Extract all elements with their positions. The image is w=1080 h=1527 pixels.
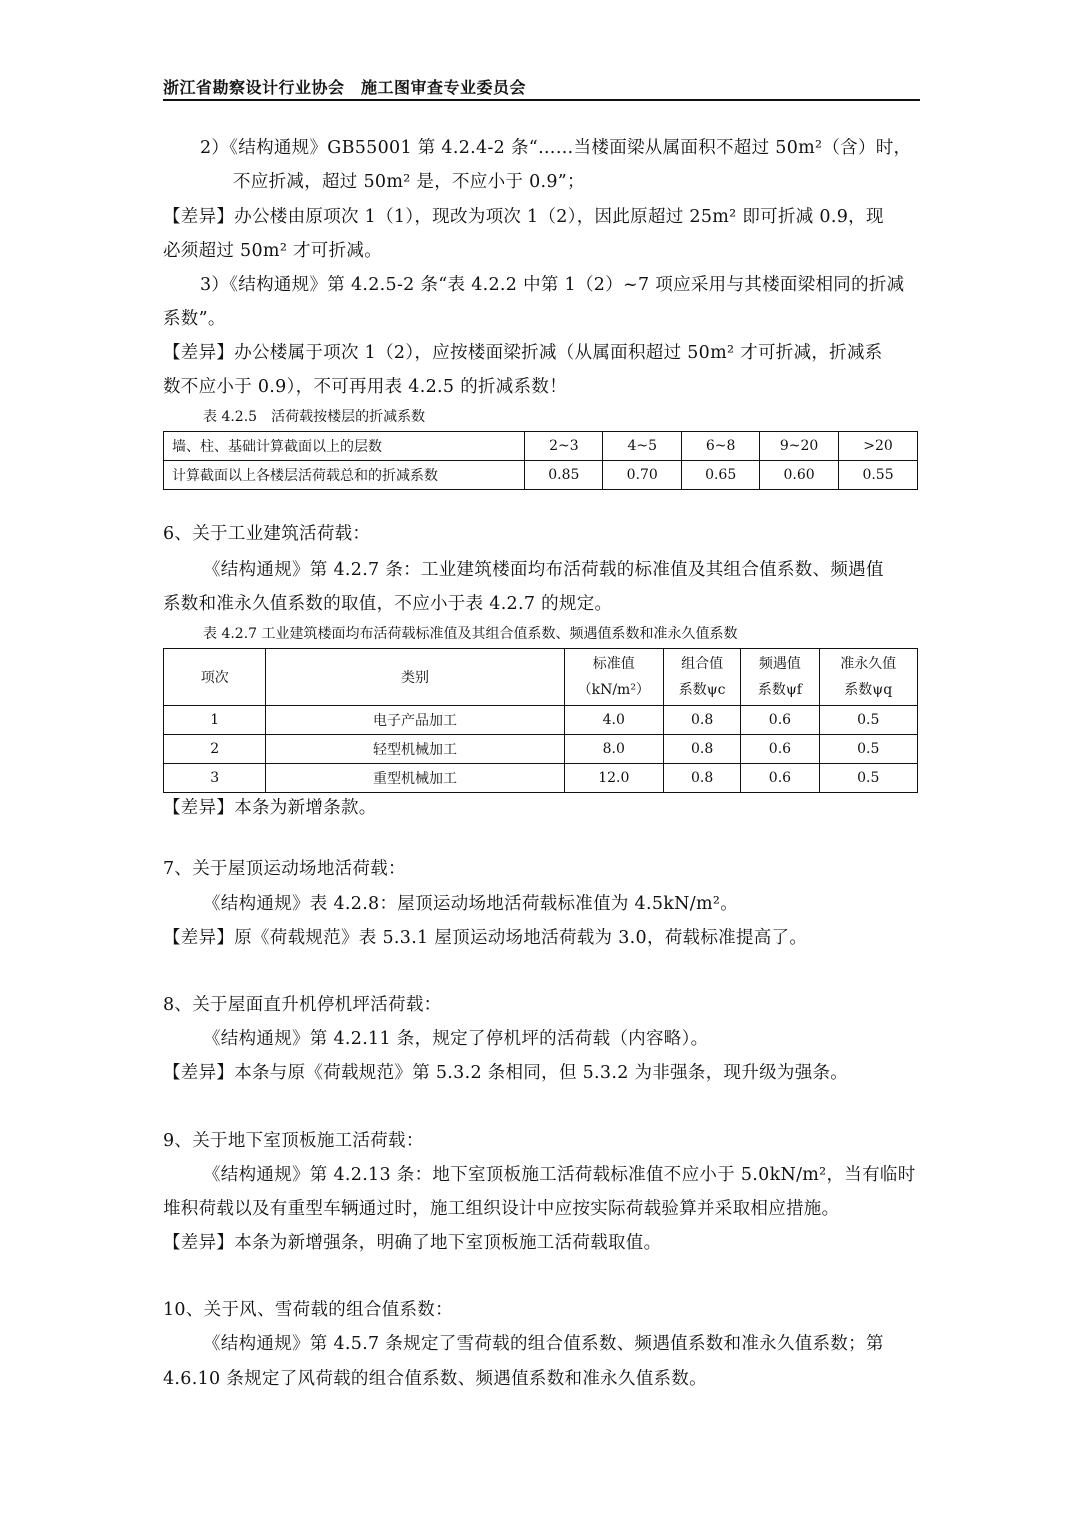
cell-type: 电子产品加工 bbox=[266, 706, 564, 735]
cell-std: 12.0 bbox=[564, 764, 663, 793]
cell-type: 轻型机械加工 bbox=[266, 735, 564, 764]
section6-text-line1: 《结构通规》第 4.2.7 条：工业建筑楼面均布活荷载的标准值及其组合值系数、频遇值 bbox=[203, 560, 884, 580]
table425-cell: 9~20 bbox=[760, 432, 839, 461]
table425-caption: 表 4.2.5 活荷载按楼层的折减系数 bbox=[203, 409, 426, 425]
section7-text: 《结构通规》表 4.2.8：屋顶运动场地活荷载标准值为 4.5kN/m²。 bbox=[203, 894, 739, 914]
item2-line1: 2）《结构通规》GB55001 第 4.2.4-2 条“……当楼面梁从属面积不超过 50m²（含）时， bbox=[200, 138, 912, 158]
section6-title: 6、关于工业建筑活荷载： bbox=[163, 524, 371, 544]
table425-cell: 0.70 bbox=[603, 461, 682, 490]
cell-psi-q: 0.5 bbox=[819, 764, 917, 793]
cell-psi-c: 0.8 bbox=[663, 735, 740, 764]
col-header-psi-f-b: 系数ψf bbox=[757, 682, 802, 698]
cell-psi-c: 0.8 bbox=[663, 764, 740, 793]
cell-psi-q: 0.5 bbox=[819, 706, 917, 735]
section8-title: 8、关于屋面直升机停机坪活荷载： bbox=[163, 995, 442, 1015]
diff2-line1: 【差异】办公楼属于项次 1（2），应按楼面梁折减（从属面积超过 50m² 才可折减，折减系 bbox=[163, 343, 883, 363]
header-rule bbox=[163, 99, 920, 101]
cell-std: 8.0 bbox=[564, 735, 663, 764]
table-row bbox=[164, 706, 918, 735]
cell-psi-f: 0.6 bbox=[741, 706, 819, 735]
table-row bbox=[164, 461, 918, 490]
section9-diff: 【差异】本条为新增强条，明确了地下室顶板施工活荷载取值。 bbox=[163, 1233, 662, 1253]
col-header-psi-f-a: 频遇值 bbox=[758, 656, 801, 672]
section8-text: 《结构通规》第 4.2.11 条，规定了停机坪的活荷载（内容略）。 bbox=[203, 1029, 709, 1049]
table425-cell: >20 bbox=[839, 432, 918, 461]
cell-psi-f: 0.6 bbox=[741, 735, 819, 764]
section9-text-line1: 《结构通规》第 4.2.13 条：地下室顶板施工活荷载标准值不应小于 5.0kN/m²，当有临时 bbox=[203, 1165, 916, 1185]
cell-std: 4.0 bbox=[564, 706, 663, 735]
col-header-no: 项次 bbox=[164, 649, 266, 706]
col-header-psi-q-a: 准永久值 bbox=[840, 656, 897, 672]
section7-diff: 【差异】原《荷载规范》表 5.3.1 屋顶运动场地活荷载为 3.0，荷载标准提高了。 bbox=[163, 928, 808, 948]
cell-no: 2 bbox=[164, 735, 266, 764]
section10-text-line2: 4.6.10 条规定了风荷载的组合值系数、频遇值系数和准永久值系数。 bbox=[163, 1369, 707, 1389]
cell-psi-c: 0.8 bbox=[663, 706, 740, 735]
section7-title: 7、关于屋顶运动场地活荷载： bbox=[163, 859, 406, 879]
section6-text-line2: 系数和准永久值系数的取值，不应小于表 4.2.7 的规定。 bbox=[163, 594, 613, 614]
section8-diff: 【差异】本条与原《荷载规范》第 5.3.2 条相同，但 5.3.2 为非强条，现升级为强条。 bbox=[163, 1063, 849, 1083]
table-row bbox=[164, 764, 918, 793]
item3-line1: 3）《结构通规》第 4.2.5-2 条“表 4.2.2 中第 1（2）~7 项应采用与其楼面梁相同的折减 bbox=[200, 275, 905, 295]
cell-psi-f: 0.6 bbox=[741, 764, 819, 793]
diff1-line2: 必须超过 50m² 才可折减。 bbox=[163, 241, 383, 261]
cell-type: 重型机械加工 bbox=[266, 764, 564, 793]
cell-no: 3 bbox=[164, 764, 266, 793]
col-header-std-b: （kN/m²） bbox=[577, 682, 650, 698]
page-header: 浙江省勘察设计行业协会 施工图审查专业委员会 bbox=[163, 78, 527, 97]
section10-title: 10、关于风、雪荷载的组合值系数： bbox=[163, 1300, 453, 1320]
table425-cell: 0.60 bbox=[760, 461, 839, 490]
table425 bbox=[163, 431, 918, 490]
table-row bbox=[164, 735, 918, 764]
table425-cell: 0.55 bbox=[839, 461, 918, 490]
section6-diff: 【差异】本条为新增条款。 bbox=[163, 798, 377, 818]
col-header-type: 类别 bbox=[266, 649, 564, 706]
col-header-psi-c bbox=[663, 649, 740, 706]
table427 bbox=[163, 648, 918, 793]
item2-line2: 不应折减，超过 50m² 是，不应小于 0.9”； bbox=[233, 172, 585, 192]
diff1-line1: 【差异】办公楼由原项次 1（1），现改为项次 1（2），因此原超过 25m² 即可折减 0.9，现 bbox=[163, 207, 884, 227]
table425-cell: 0.85 bbox=[525, 461, 603, 490]
col-header-psi-q bbox=[819, 649, 917, 706]
table425-cell: 2~3 bbox=[525, 432, 603, 461]
item3-line2: 系数”。 bbox=[163, 309, 226, 329]
table425-cell: 4~5 bbox=[603, 432, 682, 461]
col-header-psi-f bbox=[741, 649, 819, 706]
col-header-std-a: 标准值 bbox=[592, 656, 635, 672]
table-row bbox=[164, 432, 918, 461]
section9-title: 9、关于地下室顶板施工活荷载： bbox=[163, 1131, 424, 1151]
table425-cell: 6~8 bbox=[682, 432, 760, 461]
table425-row2-label: 计算截面以上各楼层活荷载总和的折减系数 bbox=[164, 461, 525, 490]
table-header-row bbox=[164, 649, 918, 706]
table425-cell: 0.65 bbox=[682, 461, 760, 490]
col-header-psi-q-b: 系数ψq bbox=[844, 682, 893, 698]
section9-text-line2: 堆积荷载以及有重型车辆通过时，施工组织设计中应按实际荷载验算并采取相应措施。 bbox=[163, 1199, 840, 1219]
col-header-psi-c-a: 组合值 bbox=[681, 656, 724, 672]
col-header-psi-c-b: 系数ψc bbox=[678, 682, 726, 698]
col-header-std bbox=[564, 649, 663, 706]
diff2-line2: 数不应小于 0.9），不可再用表 4.2.5 的折减系数！ bbox=[163, 377, 567, 397]
section10-text-line1: 《结构通规》第 4.5.7 条规定了雪荷载的组合值系数、频遇值系数和准永久值系数；第 bbox=[203, 1334, 884, 1354]
cell-no: 1 bbox=[164, 706, 266, 735]
table427-caption: 表 4.2.7 工业建筑楼面均布活荷载标准值及其组合值系数、频遇值系数和准永久值系数 bbox=[203, 626, 738, 642]
table425-row1-label: 墙、柱、基础计算截面以上的层数 bbox=[164, 432, 525, 461]
cell-psi-q: 0.5 bbox=[819, 735, 917, 764]
